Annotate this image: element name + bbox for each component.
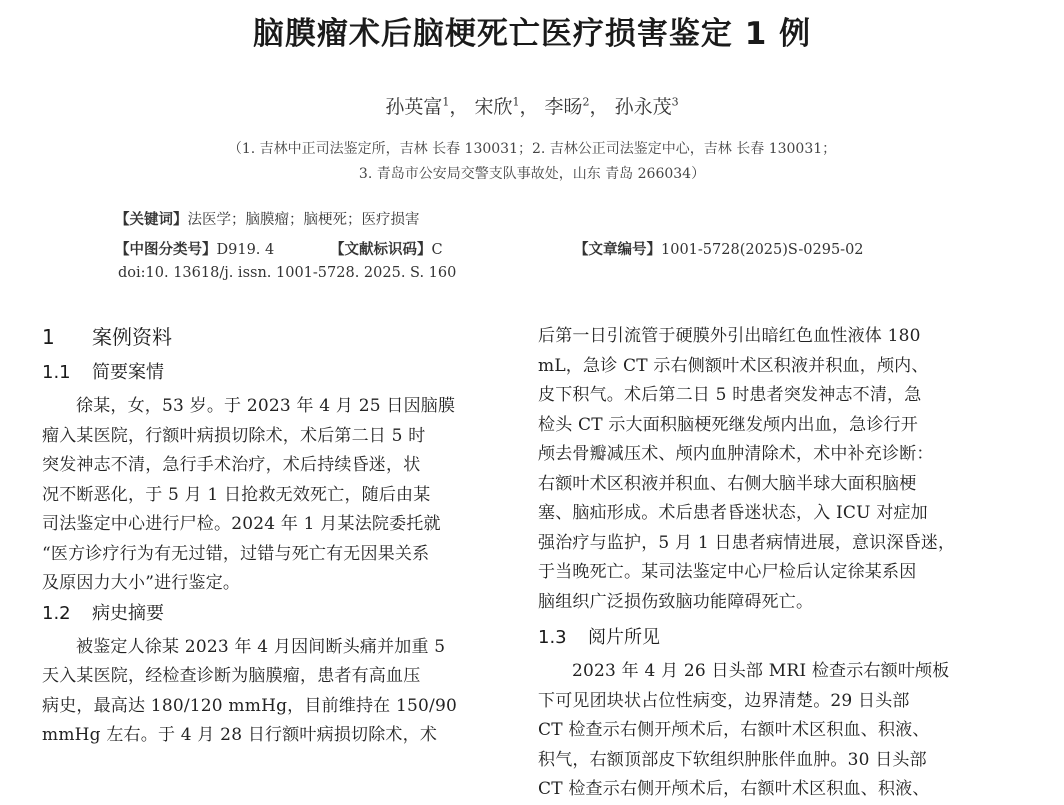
section-number: 1 [42,325,55,349]
affiliation-line: （1. 吉林中正司法鉴定所，吉林 长春 130031；2. 吉林公正司法鉴定中心，吉林 长春 130031； [227,141,837,157]
right-column [538,322,1008,805]
paragraph-line: 司法鉴定中心进行尸检。2024 年 1 月某法院委托就 [42,514,441,534]
section-title: 案例资料 [92,325,172,349]
paragraph-line: 况不断恶化，于 5 月 1 日抢救无效死亡，随后由某 [42,484,431,505]
author-name: 孙英富 [385,96,443,118]
affiliation-line: 3. 青岛市公安局交警支队事故处，山东 青岛 266034） [358,166,706,182]
paragraph-line: 检头 CT 示大面积脑梗死继发颅内出血，急诊行开 [538,414,918,435]
paragraph-line: 后第一日引流管于硬膜外引出暗红色血性液体 180 [538,326,921,346]
left-column [42,322,497,751]
clc-value: D919. 4 [216,242,275,258]
paragraph-line: 于当晚死亡。某司法鉴定中心尸检后认定徐某系因 [538,562,917,582]
paragraph-line: 瘤入某医院，行额叶病损切除术，术后第二日 5 时 [42,425,426,446]
doccode-value: C [431,242,443,258]
author-list: 孙英富$^1$， 宋欣$^1$， 李旸$^2$， 孙永茂$^3$ [385,95,679,118]
author-affil-mark: 2 [582,95,590,109]
paragraph-line: mL，急诊 CT 示右侧额叶术区积液并积血，颅内、 [538,355,929,376]
subsection-title: 简要案情 [92,362,164,383]
paragraph-line: 右额叶术区积液并积血、右侧大脑半球大面积脑梗 [538,473,917,494]
keywords-text: 法医学；脑膜瘤；脑梗死；医疗损害 [187,212,420,228]
keywords-row [115,208,420,229]
paragraph-line: CT 检查示右侧开颅术后，右额叶术区积血、积液、 [538,720,930,740]
doccode-row [330,238,443,259]
paragraph-line: 徐某，女，53 岁。于 2023 年 4 月 25 日因脑膜 [76,396,456,416]
paragraph-line: 脑组织广泛损伤致脑功能障碍死亡。 [538,591,814,612]
paragraph-line: 2023 年 4 月 26 日头部 MRI 检查示右额叶颅板 [572,661,950,681]
keywords-label: 【关键词】 [115,212,188,228]
author-affil-mark: 3 [671,95,679,109]
subsection-heading [42,599,497,633]
paragraph-line: “医方诊疗行为有无过错，过错与死亡有无因果关系 [42,543,430,564]
paragraph-line: CT 检查示右侧开颅术后，右额叶术区积血、积液、 [538,779,930,799]
subsection-number: 1.1 [42,362,71,383]
subsection-number: 1.2 [42,602,71,624]
paragraph-line: 颅去骨瓣减压术、颅内血肿清除术，术中补充诊断： [538,444,934,464]
clc-row [115,238,274,259]
subsection-title: 病史摘要 [92,602,164,624]
paper-title: 脑膜瘤术后脑梗死亡医疗损害鉴定 1 例 [252,16,812,52]
paragraph-line: 强治疗与监护，5 月 1 日患者病情进展，意识深昏迷， [538,532,956,553]
paragraph-line: 下可见团块状占位性病变，边界清楚。29 日头部 [538,690,910,711]
articleno-row [574,238,864,259]
subsection-heading [42,358,497,392]
articleno-label: 【文章编号】 [574,242,661,258]
paragraph-line: 皮下积气。术后第二日 5 时患者突发神志不清，急 [538,385,922,405]
author-affil-mark: 1 [512,95,520,109]
paragraph-line: mmHg 左右。于 4 月 28 日行额叶病损切除术，术 [42,725,438,745]
doi-line: doi:10. 13618/j. issn. 1001-5728. 2025. S. 160 [118,265,457,281]
paragraph-line: 病史，最高达 180/120 mmHg，目前维持在 150/90 [42,695,457,716]
subsection-heading [538,623,1008,657]
subsection-title: 阅片所见 [588,627,660,648]
author-name: 宋欣 [474,96,513,118]
clc-label: 【中图分类号】 [115,242,217,258]
subsection-number: 1.3 [538,627,567,648]
articleno-value: 1001-5728(2025)S-0295-02 [661,242,864,258]
paragraph-line: 突发神志不清，急行手术治疗，术后持续昏迷，状 [42,455,421,475]
paragraph-line: 积气，右额顶部皮下软组织肿胀伴血肿。30 日头部 [538,749,927,770]
section-heading [42,322,497,358]
author-name: 李旸 [544,96,583,118]
paragraph-line: 天入某医院，经检查诊断为脑膜瘤，患者有高血压 [42,666,421,686]
paragraph-line: 被鉴定人徐某 2023 年 4 月因间断头痛并加重 5 [76,636,446,657]
author-name: 孙永茂 [614,96,672,118]
doccode-label: 【文献标识码】 [330,242,432,258]
paragraph-line: 及原因力大小”进行鉴定。 [42,573,241,593]
paragraph-line: 塞、脑疝形成。术后患者昏迷状态，入 ICU 对症加 [538,503,928,523]
author-affil-mark: 1 [442,95,450,109]
